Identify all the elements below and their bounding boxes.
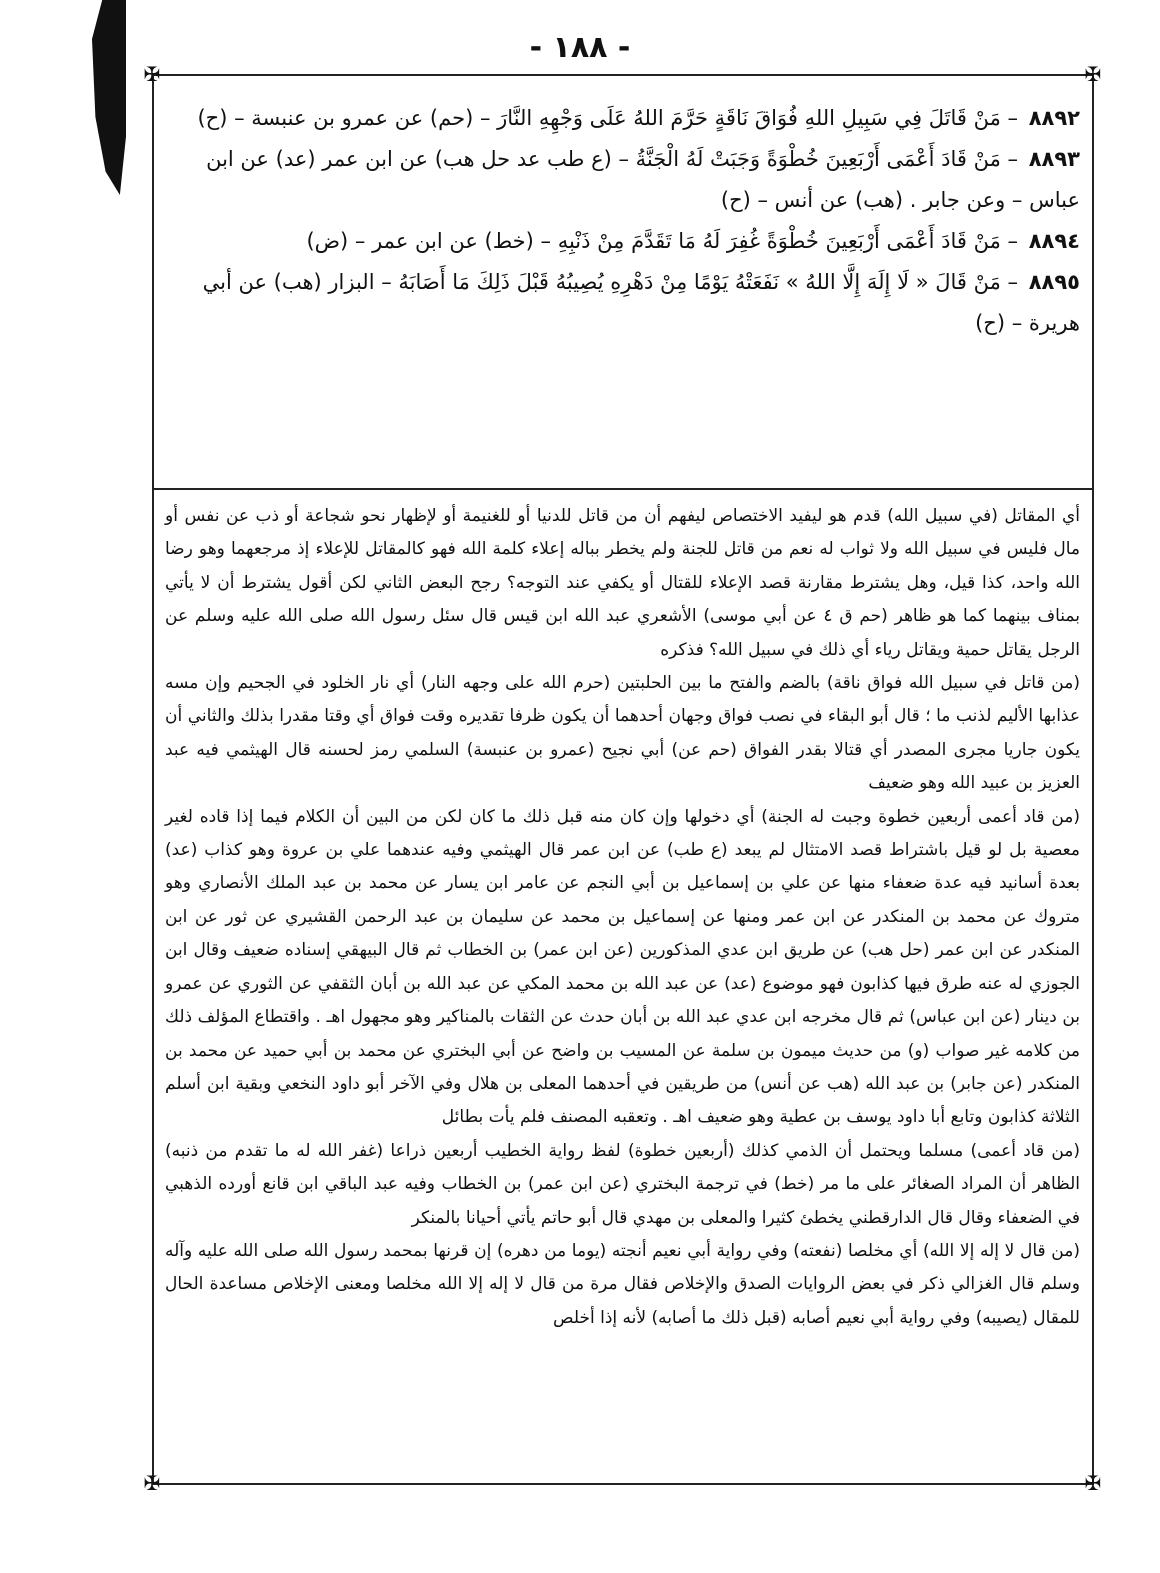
commentary-paragraph: (من قاتل في سبيل الله فواق ناقة) بالضم والفتح ما بين الحلبتين (حرم الله على وجهه النار) أي نار الخلود في الجحيم وإن مسه عذابها الأليم لذنب ما ؛ قال أبو البقاء في نصب فواق وجهان أحدهما أن يكون ظرفا تقديره وقت فواق أي وقتا مقدرا بذلك والثاني أن يكون جاريا مجرى المصدر أي قتالا بقدر الفواق (حم عن) أبي نجيح (عمرو بن عنبسة) السلمي رمز لحسنه قال الهيثمي فيه عبد العزيز بن عبيد الله وهو ضعيف <box>165 673 1080 794</box>
page-number: - ١٨٨ - <box>529 30 631 65</box>
hadith-entries <box>165 98 1080 344</box>
frame-left-rule <box>152 74 154 1485</box>
commentary-paragraph: (من قال لا إله إلا الله) أي مخلصا (نفعته) وفي رواية أبي نعيم أنجته (يوما من دهره) إن قرنها بمحمد رسول الله صلى الله عليه وآله وسلم قال الغزالي ذكر في بعض الروايات الصدق والإخلاص فقال مرة من قال لا إله إلا الله مخلصا ومعنى الإخلاص مساعدة الحال للمقال (يصيبه) وفي رواية أبي نعيم أصابه (قبل ذلك ما أصابه) لأنه إذا أخلص <box>165 1240 1080 1328</box>
hadith-text: – مَنْ قَادَ أَعْمَى أَرْبَعِينَ خُطْوَةً وَجَبَتْ لَهُ الْجَنَّةُ – (ع طب عد حل هب) عن ابن عمر (عد) عن ابن عباس – وعن جابر . (هب) عن أنس – (ح) <box>206 147 1080 212</box>
commentary-paragraph: (من قاد أعمى أربعين خطوة وجبت له الجنة) أي دخولها وإن كان منه قبل ذلك ما كان لكن من البين أن الكلام فيما إذا قاده لغير معصية بل لو قيل باشتراط قصد الامتثال لم يبعد (ع طب) عن ابن عمر قال الهيثمي وفيه عندهما علي بن عروة وهو كذاب (عد) بعدة أسانيد فيه عدة ضعفاء منها عن علي بن إسماعيل بن أبي النجم عن عامر ابن يسار عن محمد بن عبد الملك الأنصاري وهو متروك عن محمد بن المنكدر عن ابن عمر ومنها عن إسماعيل بن محمد عن سليمان بن عبد الرحمن القشيري عن ثور عن ابن المنكدر عن ابن عمر (حل هب) عن طريق ابن عدي المذكورين (عن ابن عمر) بن الخطاب ثم قال البيهقي إسناده ضعيف وقال ابن الجوزي له عنه طرق فيها كذابون فهو موضوع (عد) عن عبد الله بن محمد المكي عن عبد الله بن أبان الثقفي عن الثوري عن عمرو بن دينار (عن ابن عباس) ثم قال مخرجه ابن عدي عبد الله بن أبان حدث عن الثقات بالمناكير وهو مجهول اهـ . واقتطاع المؤلف ذلك من كلامه غير صواب (و) من حديث ميمون بن سلمة عن المسيب بن واضح عن أبي البختري عن محمد بن أبي حميد عن محمد بن المنكدر (عن جابر) بن عبد الله (هب عن أنس) من طريقين في أحدهما المعلى بن هلال وفي الآخر أبو داود النخعي وبقية ابن أسلم الثلاثة كذابون وتابع أبا داود يوسف بن عطية وهو ضعيف اهـ . وتعقبه المصنف فلم يأت بطائل <box>165 806 1080 1128</box>
hadith-number: ٨٨٩٤ <box>1028 229 1080 253</box>
corner-ornament-bottom-left: ✠ <box>143 1471 161 1495</box>
section-divider <box>152 488 1094 490</box>
hadith-entry <box>165 139 1080 221</box>
corner-ornament-bottom-right: ✠ <box>1084 1471 1102 1495</box>
hadith-entry <box>165 262 1080 344</box>
frame-right-rule <box>1092 74 1094 1485</box>
commentary-paragraph: أي المقاتل (في سبيل الله) قدم هو ليفيد الاختصاص ليفهم أن من قاتل للدنيا أو للغنيمة أو لإظهار نحو شجاعة أو ذب عن نفس أو مال فليس في سبيل الله ولا ثواب له نعم من قاتل للجنة ولم يخطر بباله إعلاء كلمة الله فهو كالمقاتل للإعلاء إذ مرجعهما وهو رضا الله واحد، كذا قيل، وهل يشترط مقارنة قصد الإعلاء للقتال أو يكفي عند التوجه؟ رجح البعض الثاني لكن أقول يشترط أن لا يأتي بمناف بينهما كما هو ظاهر (حم ق ٤ عن أبي موسى) الأشعري عبد الله ابن قيس قال سئل رسول الله صلى الله عليه وسلم عن الرجل يقاتل حمية ويقاتل رياء أي ذلك في سبيل الله؟ فذكره <box>165 506 1080 660</box>
hadith-entry <box>165 98 1080 139</box>
hadith-entry <box>165 221 1080 262</box>
corner-ornament-top-left: ✠ <box>143 62 161 86</box>
hadith-number: ٨٨٩٥ <box>1028 270 1080 294</box>
hadith-text: – مَنْ قَاتَلَ فِي سَبِيلِ اللهِ فُوَاقَ نَاقَةٍ حَرَّمَ اللهُ عَلَى وَجْهِهِ النَّارَ – (حم) عن عمرو بن عنبسة – (ح) <box>197 106 1019 130</box>
commentary-paragraph: (من قاد أعمى) مسلما ويحتمل أن الذمي كذلك (أربعين خطوة) لفظ رواية الخطيب أربعين ذراعا (غفر الله له ما تقدم من ذنبه) الظاهر أن المراد الصغائر على ما مر (خط) في ترجمة البختري (عن ابن عمر) بن الخطاب وفيه عبد الباقي ابن قانع أورده الذهبي في الضعفاء وقال قال الدارقطني يخطئ كثيرا والمعلى بن مهدي قال أبو حاتم يأتي أحيانا بالمنكر <box>165 1140 1080 1228</box>
frame-top-rule <box>152 74 1094 76</box>
hadith-number: ٨٨٩٣ <box>1028 147 1080 171</box>
commentary <box>165 500 1080 1335</box>
corner-ornament-top-right: ✠ <box>1084 62 1102 86</box>
hadith-text: – مَنْ قَادَ أَعْمَى أَرْبَعِينَ خُطْوَةً غُفِرَ لَهُ مَا تَقَدَّمَ مِنْ ذَنْبِهِ – (خط) عن ابن عمر – (ض) <box>306 229 1019 253</box>
hadith-number: ٨٨٩٢ <box>1028 106 1080 130</box>
frame-bottom-rule <box>152 1483 1094 1485</box>
hadith-text: – مَنْ قَالَ « لَا إِلَهَ إِلَّا اللهُ » نَفَعَتْهُ يَوْمًا مِنْ دَهْرِهِ يُصِيبُهُ قَبْلَ ذَلِكَ مَا أَصَابَهُ – البزار (هب) عن أبي هريرة – (ح) <box>202 270 1080 335</box>
